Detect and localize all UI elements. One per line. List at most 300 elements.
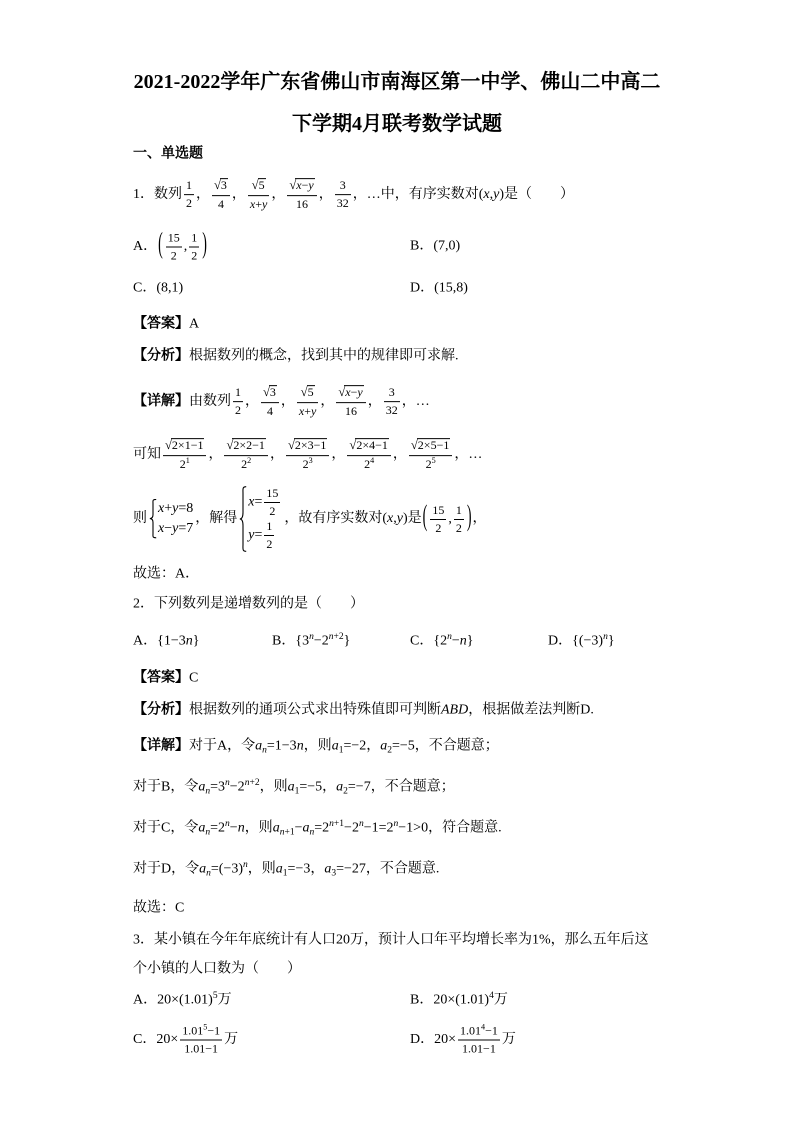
fraction <box>458 1024 500 1057</box>
math-variable: n <box>225 777 230 788</box>
text-run: 5 <box>431 455 436 465</box>
radicand <box>344 385 363 400</box>
text-run: ， <box>271 187 286 203</box>
text-run: 则 <box>133 511 147 527</box>
text-run: 1 <box>282 868 288 879</box>
label-bold: 【答案】 <box>133 670 189 686</box>
equation-row <box>158 499 193 519</box>
text-run: = <box>254 494 263 510</box>
text-run: +1 <box>284 827 295 838</box>
math-variable: x <box>298 403 305 418</box>
text-run: ，故有序实数对 <box>284 511 383 527</box>
text-run: 2×4−1 <box>356 438 388 453</box>
text-run: C． <box>133 280 157 296</box>
text-run: {2 <box>433 633 448 649</box>
text-run: 1 <box>294 786 300 797</box>
text-run: 万 <box>224 1032 239 1048</box>
text-run: } <box>192 633 200 649</box>
equation-system <box>149 499 193 538</box>
fraction <box>335 179 351 212</box>
fraction <box>189 231 199 264</box>
math-variable: x <box>248 494 255 510</box>
text-run: 2．下列数列是递增数列的是（ ） <box>133 596 364 612</box>
math-variable: x <box>296 178 302 193</box>
label-bold: 【分析】 <box>133 348 189 364</box>
text-run: ，… <box>454 447 483 463</box>
text-run: ，根据做差法判断D. <box>468 702 594 718</box>
fraction-denominator <box>184 196 194 212</box>
math-variable: n <box>393 818 399 829</box>
right-paren: ) <box>466 501 472 533</box>
q2-option-a <box>133 633 199 652</box>
text-run: =7 <box>178 521 194 536</box>
text-run: 5 <box>307 385 314 400</box>
q1-option-c <box>133 280 183 299</box>
math-variable: n <box>309 827 315 838</box>
fraction-numerator <box>163 438 206 456</box>
fraction-denominator <box>264 536 274 552</box>
q2-detail-c <box>133 820 502 839</box>
text-run: −1>0，符合题意. <box>398 820 502 836</box>
math-variable: a <box>302 820 310 836</box>
text-run: ， <box>245 394 259 410</box>
text-run: −2 <box>344 820 359 836</box>
q2-stem <box>133 596 364 615</box>
fraction-numerator <box>458 1024 500 1041</box>
q2-detail-a <box>133 738 499 757</box>
text-run: =−5， <box>299 779 337 795</box>
fraction <box>336 385 365 419</box>
q1-stem <box>133 178 574 212</box>
text-run: ，解得 <box>195 511 238 527</box>
text-run: 1.01 <box>182 1023 204 1038</box>
fraction-denominator <box>189 248 199 264</box>
math-variable: n <box>309 631 314 642</box>
fraction-numerator <box>261 385 279 403</box>
text-run: =2 <box>210 820 226 836</box>
paren-content <box>164 231 202 264</box>
superscript <box>247 456 251 465</box>
superscript <box>245 778 260 788</box>
math-variable: x <box>483 187 490 203</box>
text-run: 根据数列的通项公式求出特殊值即可判断 <box>189 702 441 718</box>
text-run: =−2， <box>343 738 381 754</box>
text-run: ， <box>280 394 295 410</box>
text-run: 1 <box>185 455 190 465</box>
superscript <box>329 632 344 642</box>
math-variable: a <box>198 779 206 795</box>
square-root <box>214 178 228 194</box>
label-bold: 【答案】 <box>133 316 189 332</box>
math-variable: x <box>158 501 165 517</box>
fraction <box>163 438 206 472</box>
text-run: −1=2 <box>363 820 394 836</box>
fraction-numerator <box>336 385 365 403</box>
text-run: C． <box>410 633 434 649</box>
text-run: 5 <box>203 1022 208 1032</box>
math-variable: a <box>198 820 206 836</box>
fraction <box>184 179 194 212</box>
text-run: −1 <box>207 1023 221 1038</box>
text-run: 是 <box>407 511 422 527</box>
radicand <box>171 438 205 453</box>
fraction-numerator <box>297 385 318 403</box>
fraction <box>454 503 464 536</box>
paren-group <box>157 231 208 264</box>
q3-option-d <box>410 1024 516 1057</box>
q2-conclusion <box>133 900 184 919</box>
math-variable: y <box>357 385 363 400</box>
text-run: D． <box>410 280 435 296</box>
fraction-numerator <box>347 438 390 456</box>
math-variable: a <box>275 861 283 877</box>
fraction <box>233 386 243 419</box>
text-run: 1.01−1 <box>184 1041 219 1056</box>
text-run: ， <box>320 394 335 410</box>
text-run: 2×5−1 <box>417 438 450 453</box>
text-run: 3 <box>269 385 276 400</box>
text-run: {(−3) <box>572 633 604 649</box>
square-root <box>263 385 277 401</box>
fraction <box>297 385 318 419</box>
text-run: ， <box>367 394 382 410</box>
text-run: 2×3−1 <box>294 438 327 453</box>
math-variable: y <box>311 403 317 418</box>
math-variable: a <box>199 861 207 877</box>
text-run: 2 <box>170 248 177 263</box>
text-run: ， <box>208 447 223 463</box>
q3-stem-line-1 <box>133 932 649 951</box>
text-run: − <box>301 178 309 193</box>
fraction <box>261 385 279 419</box>
text-run: 2 <box>343 786 348 797</box>
math-variable: a <box>380 738 388 754</box>
text-run: 1 <box>235 385 241 400</box>
subscript <box>280 827 295 837</box>
text-run: 1 <box>191 230 198 245</box>
fraction <box>347 438 390 472</box>
square-root <box>288 438 327 454</box>
fraction-denominator <box>286 456 329 472</box>
square-root <box>349 438 388 454</box>
text-run: ， <box>331 447 346 463</box>
text-run: A <box>189 316 200 332</box>
left-paren: ( <box>422 501 428 533</box>
text-run: A． <box>133 633 158 649</box>
text-run: 3 <box>220 178 227 193</box>
text-run: B． <box>272 633 296 649</box>
fraction-numerator <box>384 386 400 403</box>
text-run: − <box>350 385 358 400</box>
math-variable: y <box>172 521 179 536</box>
text-run: =2 <box>314 820 330 836</box>
text-run: 个小镇的人口数为（ ） <box>133 961 301 977</box>
equation-row <box>248 519 282 552</box>
text-run: ) <box>402 511 408 527</box>
text-run: 3 <box>388 385 395 400</box>
text-run: 2 <box>241 456 248 471</box>
text-run: =(−3) <box>210 861 244 877</box>
text-run: ， <box>269 447 284 463</box>
fraction-denominator <box>261 403 279 419</box>
equation-rows <box>248 486 282 552</box>
text-run: , <box>448 511 452 527</box>
math-variable: y <box>493 187 500 203</box>
math-variable: n <box>358 818 364 829</box>
text-run: 2 <box>235 403 241 418</box>
text-run: ，则 <box>259 779 288 795</box>
fraction <box>264 486 280 519</box>
text-run: , <box>393 511 397 527</box>
fraction <box>166 231 182 264</box>
fraction-denominator <box>336 403 365 419</box>
square-root <box>165 438 204 454</box>
fraction-denominator <box>264 503 280 519</box>
text-run: ， <box>472 511 487 527</box>
q1-option-d <box>410 280 468 299</box>
math-variable: a <box>336 779 344 795</box>
square-root <box>411 438 450 454</box>
text-run: +2 <box>249 777 260 788</box>
math-variable: n <box>244 777 250 788</box>
right-paren: ) <box>202 229 207 261</box>
radicand <box>307 385 315 400</box>
math-variable: n <box>279 827 285 838</box>
text-run: 根据数列的概念，找到其中的规律即可求解. <box>189 348 459 364</box>
text-run: 1.01−1 <box>462 1041 496 1056</box>
q1-detail-line-1 <box>133 385 430 419</box>
q1-option-b <box>410 238 460 257</box>
text-run: , <box>183 239 188 255</box>
equation-system <box>239 486 282 552</box>
text-run: B．20×(1.01) <box>410 992 490 1008</box>
q1-detail-line-3 <box>133 486 487 552</box>
text-run: (8,1) <box>156 280 184 296</box>
text-run: 32 <box>336 196 349 211</box>
fraction <box>430 503 446 536</box>
text-run: 可知 <box>133 447 161 463</box>
fraction-numerator <box>335 179 351 196</box>
text-run: − <box>229 820 238 836</box>
text-run: 1 <box>455 502 462 517</box>
text-run: 是（ ） <box>504 187 574 203</box>
text-run: 1 <box>186 178 192 193</box>
text-run: 对于D，令 <box>133 861 200 877</box>
math-variable: n <box>206 868 211 879</box>
text-run: 3 <box>339 178 346 193</box>
label-bold: 【分析】 <box>133 702 189 718</box>
text-run: ，… <box>401 394 430 410</box>
q2-option-d <box>548 633 615 652</box>
math-variable: x <box>387 511 394 527</box>
fraction <box>180 1024 222 1057</box>
text-run: D．20× <box>410 1032 457 1048</box>
radicand <box>232 438 266 453</box>
math-variable: y <box>262 196 268 211</box>
q2-answer <box>133 670 198 689</box>
text-run: =1−3 <box>266 738 297 754</box>
math-variable: n <box>459 633 467 649</box>
fraction-numerator <box>189 231 199 248</box>
math-variable: n <box>243 859 248 870</box>
text-run: = <box>254 527 263 543</box>
text-run: 3．某小镇在今年年底统计有人口20万，预计人口年平均增长率为1%，那么五年后这 <box>133 932 649 948</box>
label-bold: 【详解】 <box>133 738 189 754</box>
radicand <box>258 178 266 193</box>
radicand <box>220 178 228 193</box>
fraction-denominator <box>335 196 351 212</box>
label-bold: 【详解】 <box>133 394 189 410</box>
fraction-denominator <box>248 196 269 212</box>
text-run: 2×1−1 <box>171 438 204 453</box>
q1-conclusion <box>133 566 199 585</box>
square-root <box>338 385 363 401</box>
text-run: + <box>304 403 312 418</box>
text-run: 5 <box>212 990 218 1001</box>
fraction-denominator <box>233 403 243 419</box>
text-run: (7,0) <box>433 238 461 254</box>
text-run: ， <box>231 187 246 203</box>
fraction <box>212 178 230 212</box>
text-run: ，…中，有序实数对 <box>352 187 479 203</box>
q2-option-c <box>410 633 473 652</box>
text-run: − <box>451 633 460 649</box>
radicand <box>294 438 328 453</box>
text-run: {1−3 <box>157 633 186 649</box>
math-variable: n <box>225 818 230 829</box>
fraction-denominator <box>409 456 452 472</box>
fraction-numerator <box>184 179 194 196</box>
math-variable: n <box>329 818 334 829</box>
radicand <box>417 438 451 453</box>
text-run: D． <box>548 633 573 649</box>
text-run: A．20×(1.01) <box>133 992 213 1008</box>
text-run: 故选：A． <box>133 566 200 582</box>
q2-analysis <box>133 702 594 721</box>
text-run: ， <box>196 187 210 203</box>
math-variable: y <box>248 527 255 543</box>
text-run: 3 <box>331 868 337 879</box>
fraction-numerator <box>212 178 230 196</box>
fraction-denominator <box>180 1041 222 1057</box>
text-run: 故选：C <box>133 900 185 916</box>
fraction <box>286 438 329 472</box>
q3-option-c <box>133 1024 238 1057</box>
math-variable: n <box>262 745 267 756</box>
q3-stem-line-2 <box>133 961 301 980</box>
text-run: 2 <box>179 456 186 471</box>
text-run: 2 <box>302 456 309 471</box>
text-run: } <box>466 633 474 649</box>
text-run: 15 <box>167 230 180 245</box>
math-variable: a <box>324 861 332 877</box>
text-run: A． <box>133 239 158 255</box>
q1-answer <box>133 316 199 335</box>
text-run: ( <box>382 511 388 527</box>
text-run: 万 <box>217 992 232 1008</box>
text-run: ，则 <box>303 738 332 754</box>
fraction <box>224 438 267 472</box>
text-run: 对于C，令 <box>133 820 199 836</box>
q2-option-b <box>272 633 350 652</box>
radicand <box>269 385 277 400</box>
fraction-numerator <box>409 438 452 456</box>
section-heading: 一、单选题 <box>133 146 203 162</box>
superscript <box>329 819 344 829</box>
paren-content <box>428 503 466 536</box>
text-run: =8 <box>178 501 194 517</box>
fraction-numerator <box>430 503 446 520</box>
equation-rows <box>158 499 193 538</box>
left-paren: ( <box>158 229 163 261</box>
text-run: =−3， <box>287 861 325 877</box>
math-variable: x <box>345 385 351 400</box>
math-variable: x <box>249 196 256 211</box>
math-variable: n <box>205 786 211 797</box>
fraction-numerator <box>180 1024 222 1041</box>
document-title-line-2: 下学期4月联考数学试题 <box>292 113 502 135</box>
math-variable: y <box>172 501 179 517</box>
fraction-denominator <box>458 1041 500 1057</box>
document-title-line-1: 2021-2022学年广东省佛山市南海区第一中学、佛山二中高二 <box>133 71 661 93</box>
q3-option-b <box>410 992 508 1011</box>
math-variable: n <box>296 738 304 754</box>
text-run: 万 <box>501 1032 516 1048</box>
math-variable: a <box>255 738 263 754</box>
text-run: C．20× <box>133 1032 179 1048</box>
math-variable: ABD <box>441 702 469 718</box>
text-run: 2 <box>269 504 276 518</box>
text-run: 2 <box>425 456 432 471</box>
text-run: 4 <box>217 196 224 211</box>
fraction-denominator <box>163 456 206 472</box>
fraction-numerator <box>454 503 464 520</box>
math-variable: n <box>237 820 245 836</box>
q3-option-a <box>133 992 232 1011</box>
text-run: 万 <box>493 992 508 1008</box>
fraction-denominator <box>297 403 318 419</box>
text-run: 4 <box>266 403 273 418</box>
text-run: 对于B，令 <box>133 779 199 795</box>
text-run: 由数列 <box>189 394 231 410</box>
left-brace <box>239 486 247 552</box>
text-run: 1 <box>266 519 273 533</box>
fraction-denominator <box>384 403 400 419</box>
text-run: 4 <box>370 455 375 465</box>
fraction <box>248 178 269 212</box>
q1-detail-line-2 <box>133 438 482 472</box>
left-brace <box>149 499 157 538</box>
fraction <box>409 438 452 472</box>
text-run: 5 <box>258 178 265 193</box>
text-run: 15 <box>432 502 445 517</box>
math-variable: n <box>205 827 211 838</box>
text-run: ， <box>318 187 333 203</box>
fraction-numerator <box>224 438 267 456</box>
text-run: 2 <box>186 196 192 211</box>
text-run: ，则 <box>244 820 273 836</box>
text-run: =3 <box>210 779 226 795</box>
math-variable: a <box>287 779 295 795</box>
q2-detail-b <box>133 779 455 798</box>
radicand <box>355 438 389 453</box>
text-run: } <box>343 633 351 649</box>
fraction-numerator <box>264 519 274 536</box>
text-run: 4 <box>489 990 494 1001</box>
fraction-denominator <box>166 248 182 264</box>
text-run: 对于A，令 <box>189 738 256 754</box>
superscript <box>186 456 190 465</box>
